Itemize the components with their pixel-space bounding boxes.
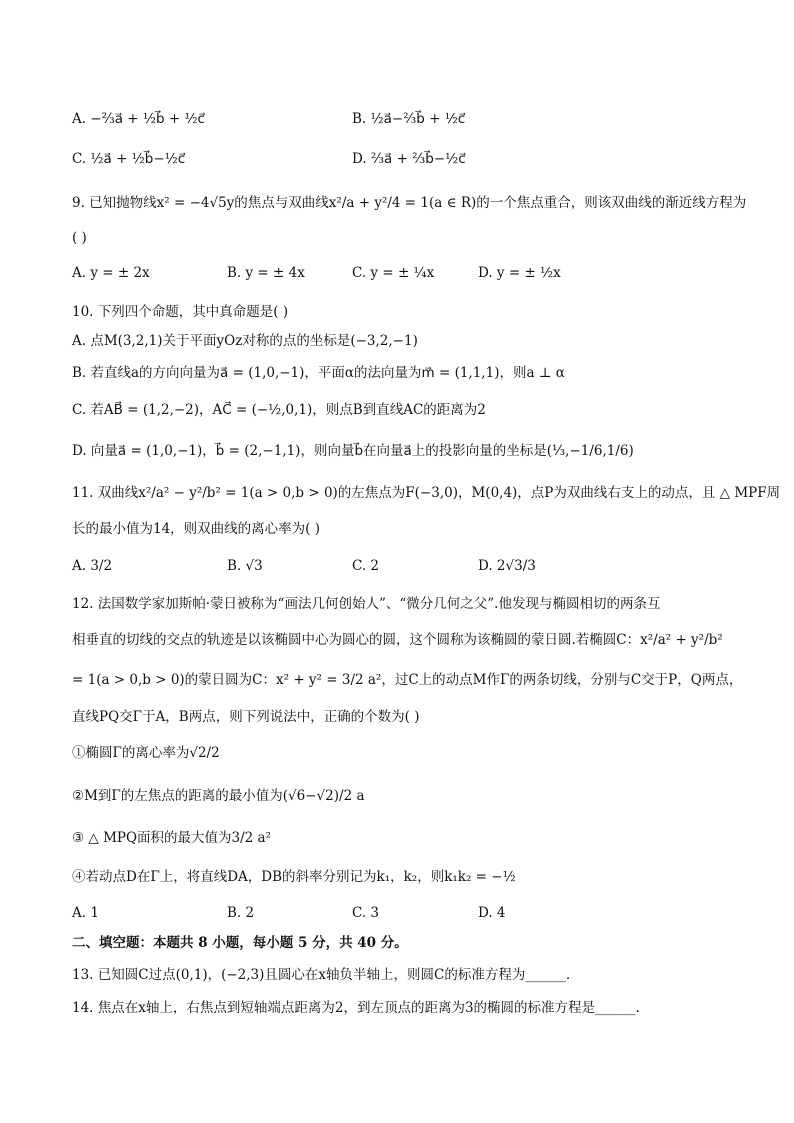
q9-stem: 9. 已知抛物线x² = −4√5y的焦点与双曲线x²/a + y²/4 = 1(a ∈ R)的一个焦点重合，则该双曲线的渐近线方程为 bbox=[72, 195, 747, 211]
q12-stem: 12. 法国数学家加斯帕·蒙日被称为“画法几何创始人”、“微分几何之父”.他发现与椭圆相切的两条互 bbox=[72, 596, 661, 612]
q14-stem: 14. 焦点在x轴上，右焦点到短轴端点距离为2，到左顶点的距离为3的椭圆的标准方程是______. bbox=[72, 1000, 640, 1016]
q12-option-d: D. 4 bbox=[478, 905, 506, 921]
q10-option-a: A. 点M(3,2,1)关于平面yOz对称的点的坐标是(−3,2,−1) bbox=[72, 333, 418, 349]
q10-option-d: D. 向量a⃗ = (1,0,−1)，b⃗ = (2,−1,1)，则向量b⃗在向量a⃗上的投影向量的坐标是(⅓,−1/6,1/6) bbox=[72, 443, 634, 459]
q11-option-b: B. √3 bbox=[227, 558, 263, 574]
q10-option-c: C. 若AB⃗ = (1,2,−2)，AC⃗ = (−½,0,1)，则点B到直线AC的距离为2 bbox=[72, 402, 486, 418]
q10-stem: 10. 下列四个命题，其中真命题是( ) bbox=[72, 304, 289, 320]
q9-stem-continued: ( ) bbox=[72, 230, 87, 246]
q12-statement-3: ③ △ MPQ面积的最大值为3/2 a² bbox=[72, 830, 272, 846]
q8-option-b: B. ½a⃗−⅔b⃗ + ½c⃗ bbox=[352, 111, 466, 127]
q12-statement-4: ④若动点D在Γ上，将直线DA，DB的斜率分别记为k₁，k₂，则k₁k₂ = −½ bbox=[72, 869, 516, 885]
q9-option-c: C. y = ± ¼x bbox=[352, 265, 435, 281]
q12-stem-line2: 相垂直的切线的交点的轨迹是以该椭圆中心为圆心的圆，这个圆称为该椭圆的蒙日圆.若椭圆C：x²/a² + y²/b² bbox=[72, 632, 723, 648]
q11-option-a: A. 3/2 bbox=[72, 558, 113, 574]
q12-option-a: A. 1 bbox=[72, 905, 99, 921]
q11-option-c: C. 2 bbox=[352, 558, 380, 574]
q12-stem-line3: = 1(a > 0,b > 0)的蒙日圆为C：x² + y² = 3/2 a²，过C上的动点M作Γ的两条切线，分别与C交于P，Q两点， bbox=[72, 672, 743, 688]
q12-option-c: C. 3 bbox=[352, 905, 380, 921]
q11-stem-continued: 长的最小值为14，则双曲线的离心率为( ) bbox=[72, 521, 321, 537]
q12-stem-line4: 直线PQ交Γ于A，B两点，则下列说法中，正确的个数为( ) bbox=[72, 709, 420, 725]
q11-option-d: D. 2√3/3 bbox=[478, 558, 536, 574]
q11-stem: 11. 双曲线x²/a² − y²/b² = 1(a > 0,b > 0)的左焦点为F(−3,0)，M(0,4)，点P为双曲线右支上的动点，且 △ MPF周 bbox=[72, 485, 781, 501]
q13-stem: 13. 已知圆C过点(0,1)，(−2,3)且圆心在x轴负半轴上，则圆C的标准方程为______. bbox=[72, 967, 571, 983]
q9-option-d: D. y = ± ½x bbox=[478, 265, 561, 281]
q10-option-b: B. 若直线a的方向向量为a⃗ = (1,0,−1)，平面α的法向量为m⃗ = (1,1,1)，则a ⊥ α bbox=[72, 365, 565, 381]
q12-statement-1: ①椭圆Γ的离心率为√2/2 bbox=[72, 745, 220, 761]
q8-option-d: D. ⅔a⃗ + ⅔b⃗−½c⃗ bbox=[352, 151, 466, 167]
q8-option-c: C. ½a⃗ + ½b⃗−½c⃗ bbox=[72, 151, 186, 167]
q9-option-a: A. y = ± 2x bbox=[72, 265, 150, 281]
q9-option-b: B. y = ± 4x bbox=[227, 265, 305, 281]
q8-option-a: A. −⅔a⃗ + ½b⃗ + ½c⃗ bbox=[72, 111, 205, 127]
q12-statement-2: ②M到Γ的左焦点的距离的最小值为(√6−√2)/2 a bbox=[72, 788, 365, 804]
section-heading: 二、填空题：本题共 8 小题，每小题 5 分，共 40 分。 bbox=[72, 935, 408, 951]
q12-option-b: B. 2 bbox=[227, 905, 255, 921]
